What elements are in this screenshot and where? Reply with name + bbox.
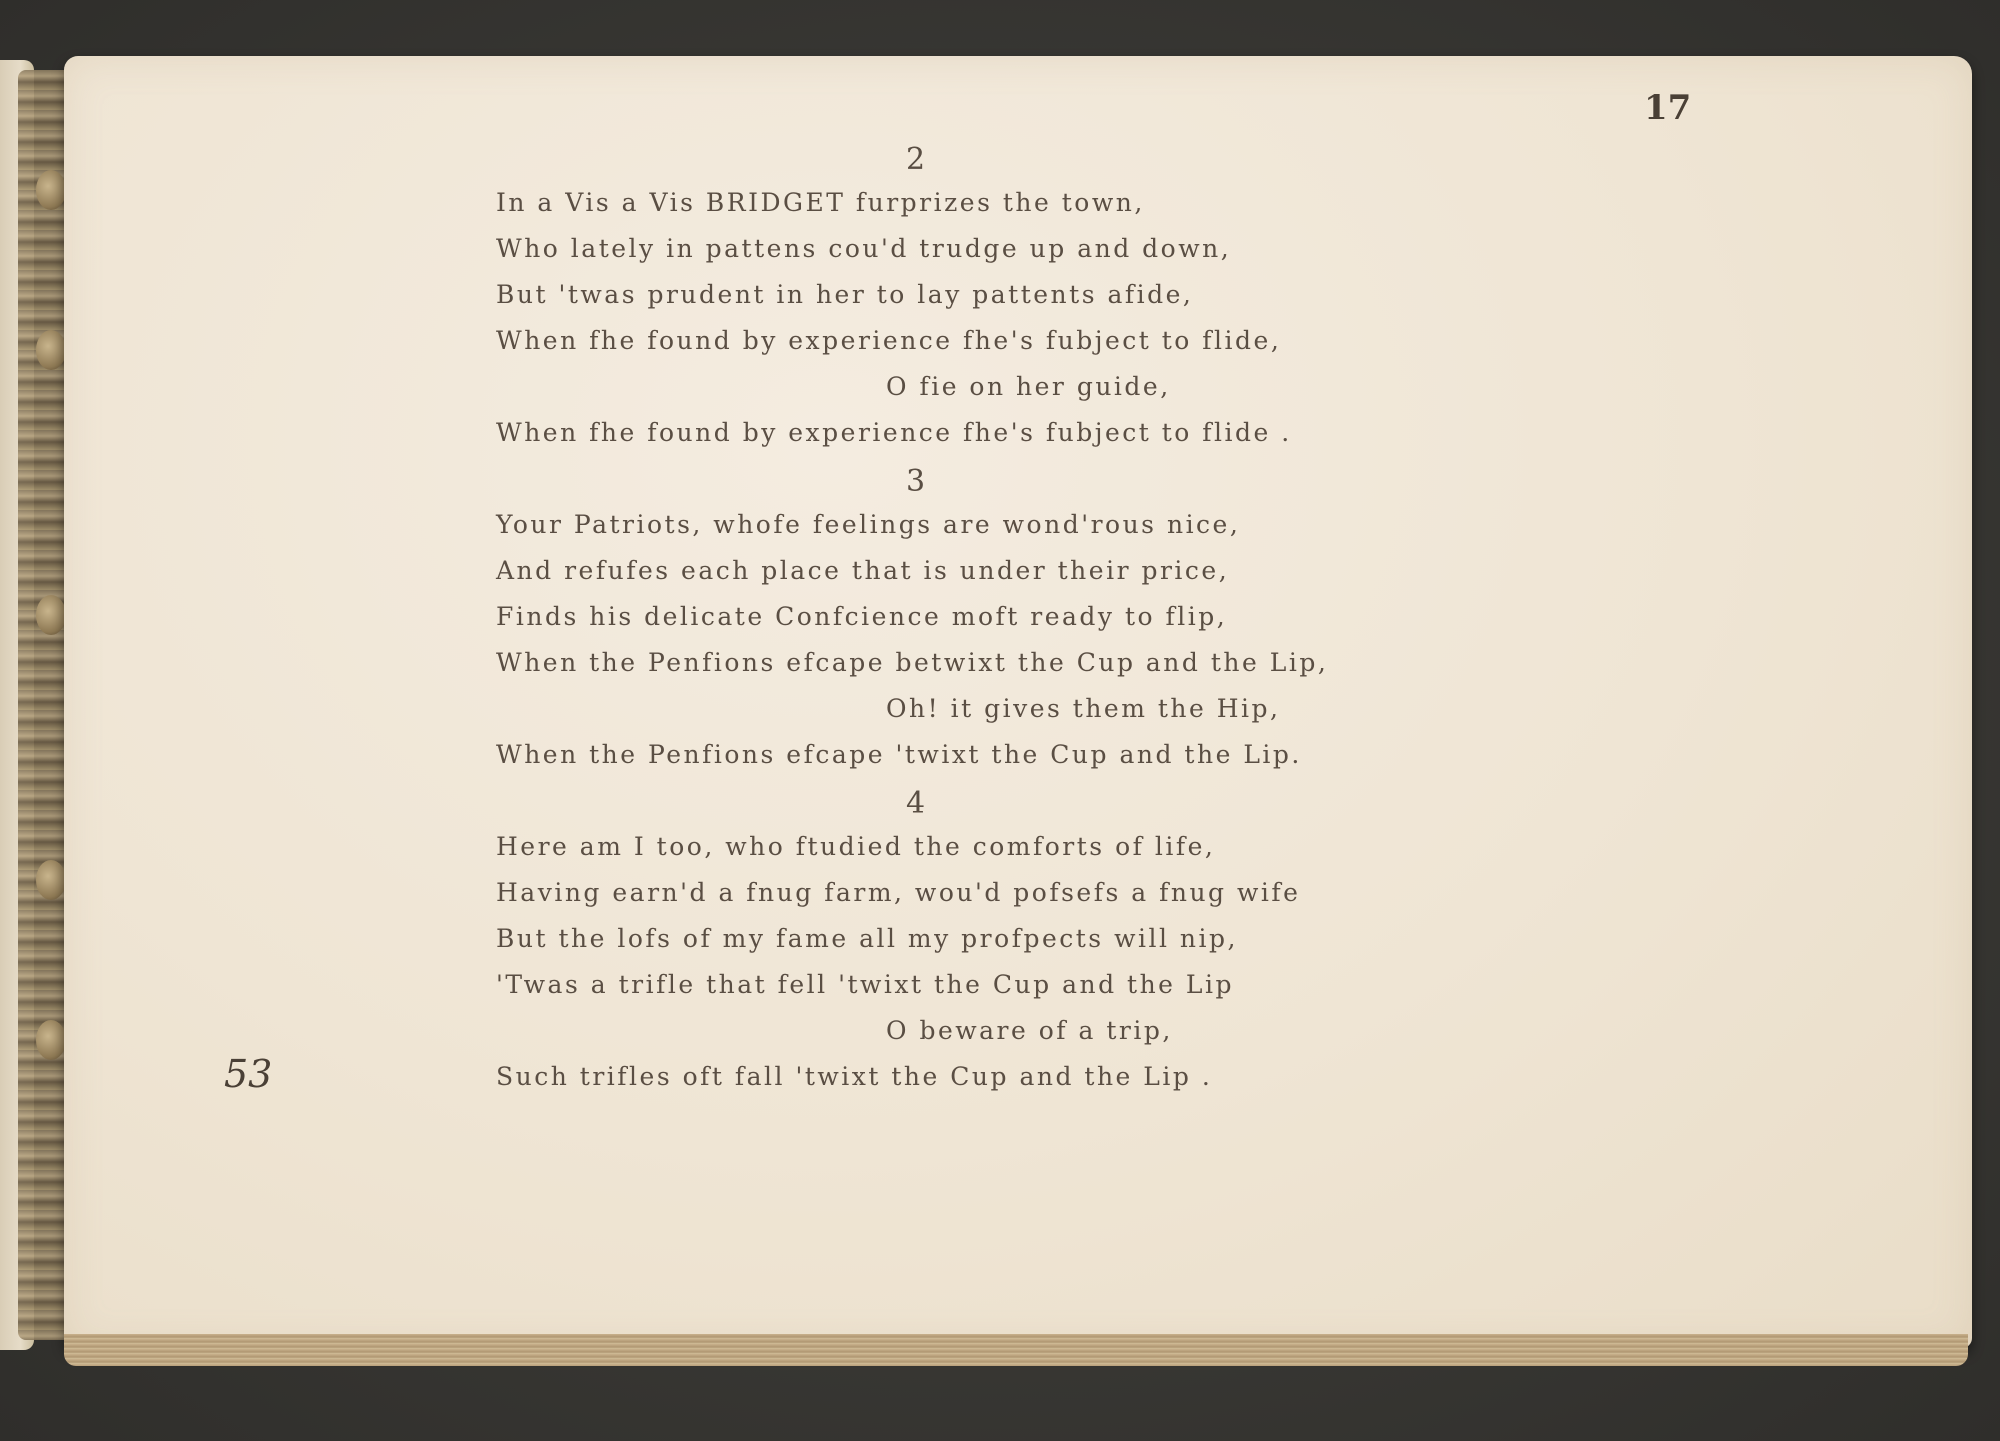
stanza-number: 2 [906,142,928,177]
stanza-number: 4 [906,786,928,821]
poem-line: When the Penfions efcape betwixt the Cup and the Lip, [496,648,1329,677]
folio-number: 53 [224,1052,273,1096]
poem-refrain: O fie on her guide, [886,372,1171,401]
stanza [496,140,1496,456]
poem-line: And refufes each place that is under their price, [496,556,1230,585]
poem-line: In a Vis a Vis BRIDGET furprizes the town, [496,188,1145,217]
poem-line: Here am I too, who ftudied the comforts of life, [496,832,1216,861]
poem-line: Finds his delicate Confcience moft ready to flip, [496,602,1228,631]
poem-line: But 'twas prudent in her to lay pattents afide, [496,280,1194,309]
binding-stitch [36,595,66,635]
poem-line: When fhe found by experience fhe's fubject to flide, [496,326,1282,355]
poem-line: Such trifles oft fall 'twixt the Cup and the Lip . [496,1062,1213,1091]
poem-line: Who lately in pattens cou'd trudge up and down, [496,234,1232,263]
binding-stitch [36,170,66,210]
poem-line: But the lofs of my fame all my profpects will nip, [496,924,1238,953]
binding-stitch [36,330,66,370]
binding-stitch [36,860,66,900]
poem-line: Your Patriots, whofe feelings are wond'rous nice, [496,510,1241,539]
poem-line: Having earn'd a fnug farm, wou'd pofsefs a fnug wife [496,878,1301,907]
stanza [496,784,1496,1100]
stanza-number: 3 [906,464,928,499]
poem-line: When the Penfions efcape 'twixt the Cup and the Lip. [496,740,1302,769]
poem-line: When fhe found by experience fhe's fubject to flide . [496,418,1292,447]
binding-stitch [36,1020,66,1060]
poem-text [496,140,1496,1106]
poem-refrain: O beware of a trip, [886,1016,1173,1045]
page-stack-edge [64,1334,1968,1366]
stanza [496,462,1496,778]
page-number: 17 [1644,88,1692,128]
poem-line: 'Twas a trifle that fell 'twixt the Cup and the Lip [496,970,1235,999]
poem-refrain: Oh! it gives them the Hip, [886,694,1281,723]
